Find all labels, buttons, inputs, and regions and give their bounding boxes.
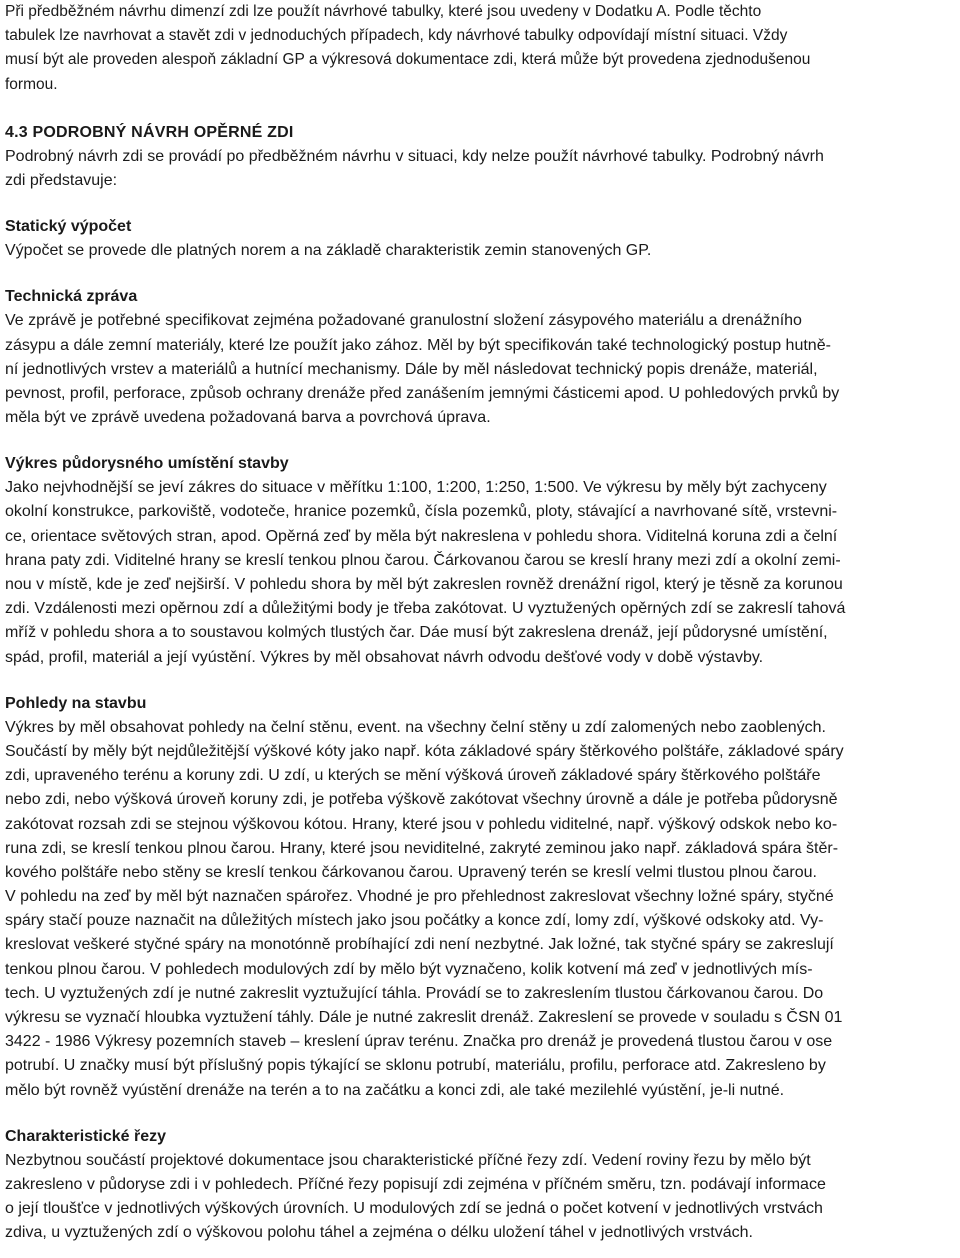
text-line: potrubí. U značky musí být příslušný popis týkající se sklonu potrubí, materiálu, profilu, perforace atd. Zakresleno by — [5, 1057, 826, 1075]
section-4-3 — [5, 121, 958, 193]
text-line: Součástí by měly být nejdůležitější výškové kóty jako např. kóta základové spáry štěrkového polštáře, základové spáry — [5, 742, 844, 760]
section-heading: 4.3 PODROBNÝ NÁVRH OPĚRNÉ ZDI — [5, 123, 294, 141]
text-line: o její tloušťce v jednotlivých výškových úrovních. U modulových zdí se jedná o počet kotvení v jednotlivých vrstvách — [5, 1200, 823, 1218]
text-line: musí být ale proveden alespoň základní GP a výkresová dokumentace zdi, která může být provedena zjednodušenou — [5, 51, 811, 69]
text-line: runa zdi, se kreslí tenkou plnou čarou. Hrany, které jsou neviditelné, zakryté zeminou jako např. základová spára štěr- — [5, 839, 839, 857]
technicka-zprava — [5, 285, 958, 430]
pohledy-na-stavbu — [5, 692, 958, 1103]
text-line: kového polštáře nebo stěny se kreslí tenkou čárkovanou čarou. Upravený terén se kreslí velmi tlustou plnou čarou. — [5, 863, 817, 881]
subsection-heading: Technická zpráva — [5, 288, 138, 306]
subsection-heading: Statický výpočet — [5, 218, 132, 236]
text-line: zdi, upraveného terénu a koruny zdi. U zdí, u kterých se mění výšková úroveň základové spáry štěrkového polštáře — [5, 767, 821, 785]
text-line: okolní konstrukce, parkoviště, vodoteče, hranice pozemků, čísla pozemků, ploty, stávající a navrhované sítě, vrstevni- — [5, 503, 838, 521]
text-line: mříž v pohledu shora a to soustavou kolmých tlustých čar. Dáe musí být zakreslena drenáž, její půdorysné umístění, — [5, 624, 828, 642]
text-line: spád, profil, materiál a její vyústění. Výkres by měl obsahovat návrh odvodu dešťové vody v době výstavby. — [5, 648, 764, 666]
text-line: Ve zprávě je potřebné specifikovat zejména požadované granulostní složení zásypového materiálu a drenážního — [5, 312, 802, 330]
text-line: zakresleno v půdoryse zdi i v pohledech. Příčné řezy popisují zdi zejména v příčném směru, tzn. podávají informace — [5, 1175, 826, 1193]
text-line: zdiva, u vyztužených zdí o výškovou polohu táhel a zejména o délku uložení táhel v jednotlivých vrstvách. — [5, 1224, 753, 1242]
text-line: mělo být rovněž vyústění drenáže na terén a to na začátku a konci zdi, ale také mezilehlé vyústění, je-li nutné. — [5, 1081, 785, 1099]
text-line: nou v místě, kde je zeď nejširší. V pohledu shora by měl být zakreslen rovněž drenážní rigol, který je těsně za korunou — [5, 576, 843, 593]
text-line: Výpočet se provede dle platných norem a na základě charakteristik zemin stanovených GP. — [5, 242, 652, 260]
text-line: tech. U vyztužených zdí je nutné zakreslit vyztužující táhla. Provádí se to zakreslením tlustou čárkovanou čarou. Do — [5, 984, 824, 1002]
text-line: 3422 - 1986 Výkresy pozemních staveb – kreslení úprav terénu. Značka pro drenáž je provedená tlustou čarou v ose — [5, 1033, 833, 1051]
text-line: spáry stačí pouze naznačit na důležitých místech jako jsou počátky a konce zdí, lomy zdí, výškové odskoky atd. Vy- — [5, 912, 824, 930]
text-line: zakótovat rozsah zdi se stejnou výškovou kótou. Hrany, které jsou v pohledu viditelné, např. výškový odskok nebo ko- — [5, 815, 838, 833]
text-line: Výkres by měl obsahovat pohledy na čelní stěnu, event. na všechny čelní stěny u zdí zalomených nebo zaoblených. — [5, 718, 826, 736]
subsection-heading: Výkres půdorysného umístění stavby — [5, 455, 289, 473]
text-line: výkresu se vyznačí hloubka vyztužení táhly. Dále je nutné zakreslit drenáž. Zakreslení se provede v souladu s ČSN 01 — [5, 1009, 843, 1026]
text-line: nebo zdi, nebo výšková úroveň koruny zdi, je potřeba výškově zakótovat všechny úrovně a dále je potřeba půdorysně — [5, 791, 838, 809]
text-line: pevnost, profil, perforace, způsob ochrany drenáže před zanášením jemnými částicemi apod. U pohledových prvků by — [5, 384, 840, 402]
text-line: měla být ve zprávě uvedena požadovaná barva a povrchová úprava. — [5, 409, 491, 427]
text-line: Nezbytnou součástí projektové dokumentace jsou charakteristické příčné řezy zdí. Vedení roviny řezu by mělo být — [5, 1151, 811, 1169]
text-line: hrana paty zdi. Viditelné hrany se kreslí tenkou plnou čarou. Čárkovanou čarou se kreslí hrany mezi zdí a okolní zemi- — [5, 551, 841, 569]
vykres-pudorysneho-umisteni — [5, 452, 958, 670]
text-line: formou. — [5, 75, 58, 93]
text-line: zásypu a dále zemní materiály, které lze použít jako zához. Měl by být specifikován také technologický postup hutně- — [5, 336, 831, 354]
text-line: tenkou plnou čarou. V pohledech modulových zdí by mělo být vyznačeno, kolik kotvení má zeď v jednotlivých mís- — [5, 960, 813, 978]
intro-paragraph — [5, 0, 958, 97]
text-line: zdi představuje: — [5, 171, 118, 189]
staticky-vypocet — [5, 215, 958, 263]
text-line: V pohledu na zeď by měl být naznačen spárořez. Vhodné je pro přehlednost zakreslovat všechny ložné spáry, styčné — [5, 888, 834, 906]
text-line: tabulek lze navrhovat a stavět zdi v jednoduchých případech, kdy návrhové tabulky odpovídají místní situaci. Vždy — [5, 27, 788, 45]
text-line: Jako nejvhodnější se jeví zákres do situace v měřítku 1:100, 1:200, 1:250, 1:500. Ve výkresu by měly být zachyceny — [5, 479, 827, 497]
text-line: kreslovat veškeré styčné spáry na monotónně probíhající zdi není nezbytné. Jak ložné, tak styčné spáry se zakreslují — [5, 936, 834, 954]
text-line: zdi. Vzdálenosti mezi opěrnou zdí a důležitými body je třeba zakótovat. U vyztužených opěrných zdí se zakreslí tahová — [5, 600, 846, 618]
subsection-heading: Pohledy na stavbu — [5, 694, 147, 712]
text-line: Při předběžném návrhu dimenzí zdi lze použít návrhové tabulky, které jsou uvedeny v Dodatku A. Podle těchto — [5, 3, 762, 20]
text-line: ce, orientace světových stran, apod. Opěrná zeď by měla být nakreslena v pohledu shora. Viditelná koruna zdi a čelní — [5, 527, 838, 545]
text-line: ní jednotlivých vrstev a materiálů a hutnící mechanismy. Dále by měl následovat technický popis drenáže, materiál, — [5, 360, 818, 378]
subsection-heading: Charakteristické řezy — [5, 1127, 166, 1145]
charakteristicke-rezy — [5, 1125, 958, 1246]
text-line: Podrobný návrh zdi se provádí po předběžném návrhu v situaci, kdy nelze použít návrhové tabulky. Podrobný návrh — [5, 147, 824, 165]
